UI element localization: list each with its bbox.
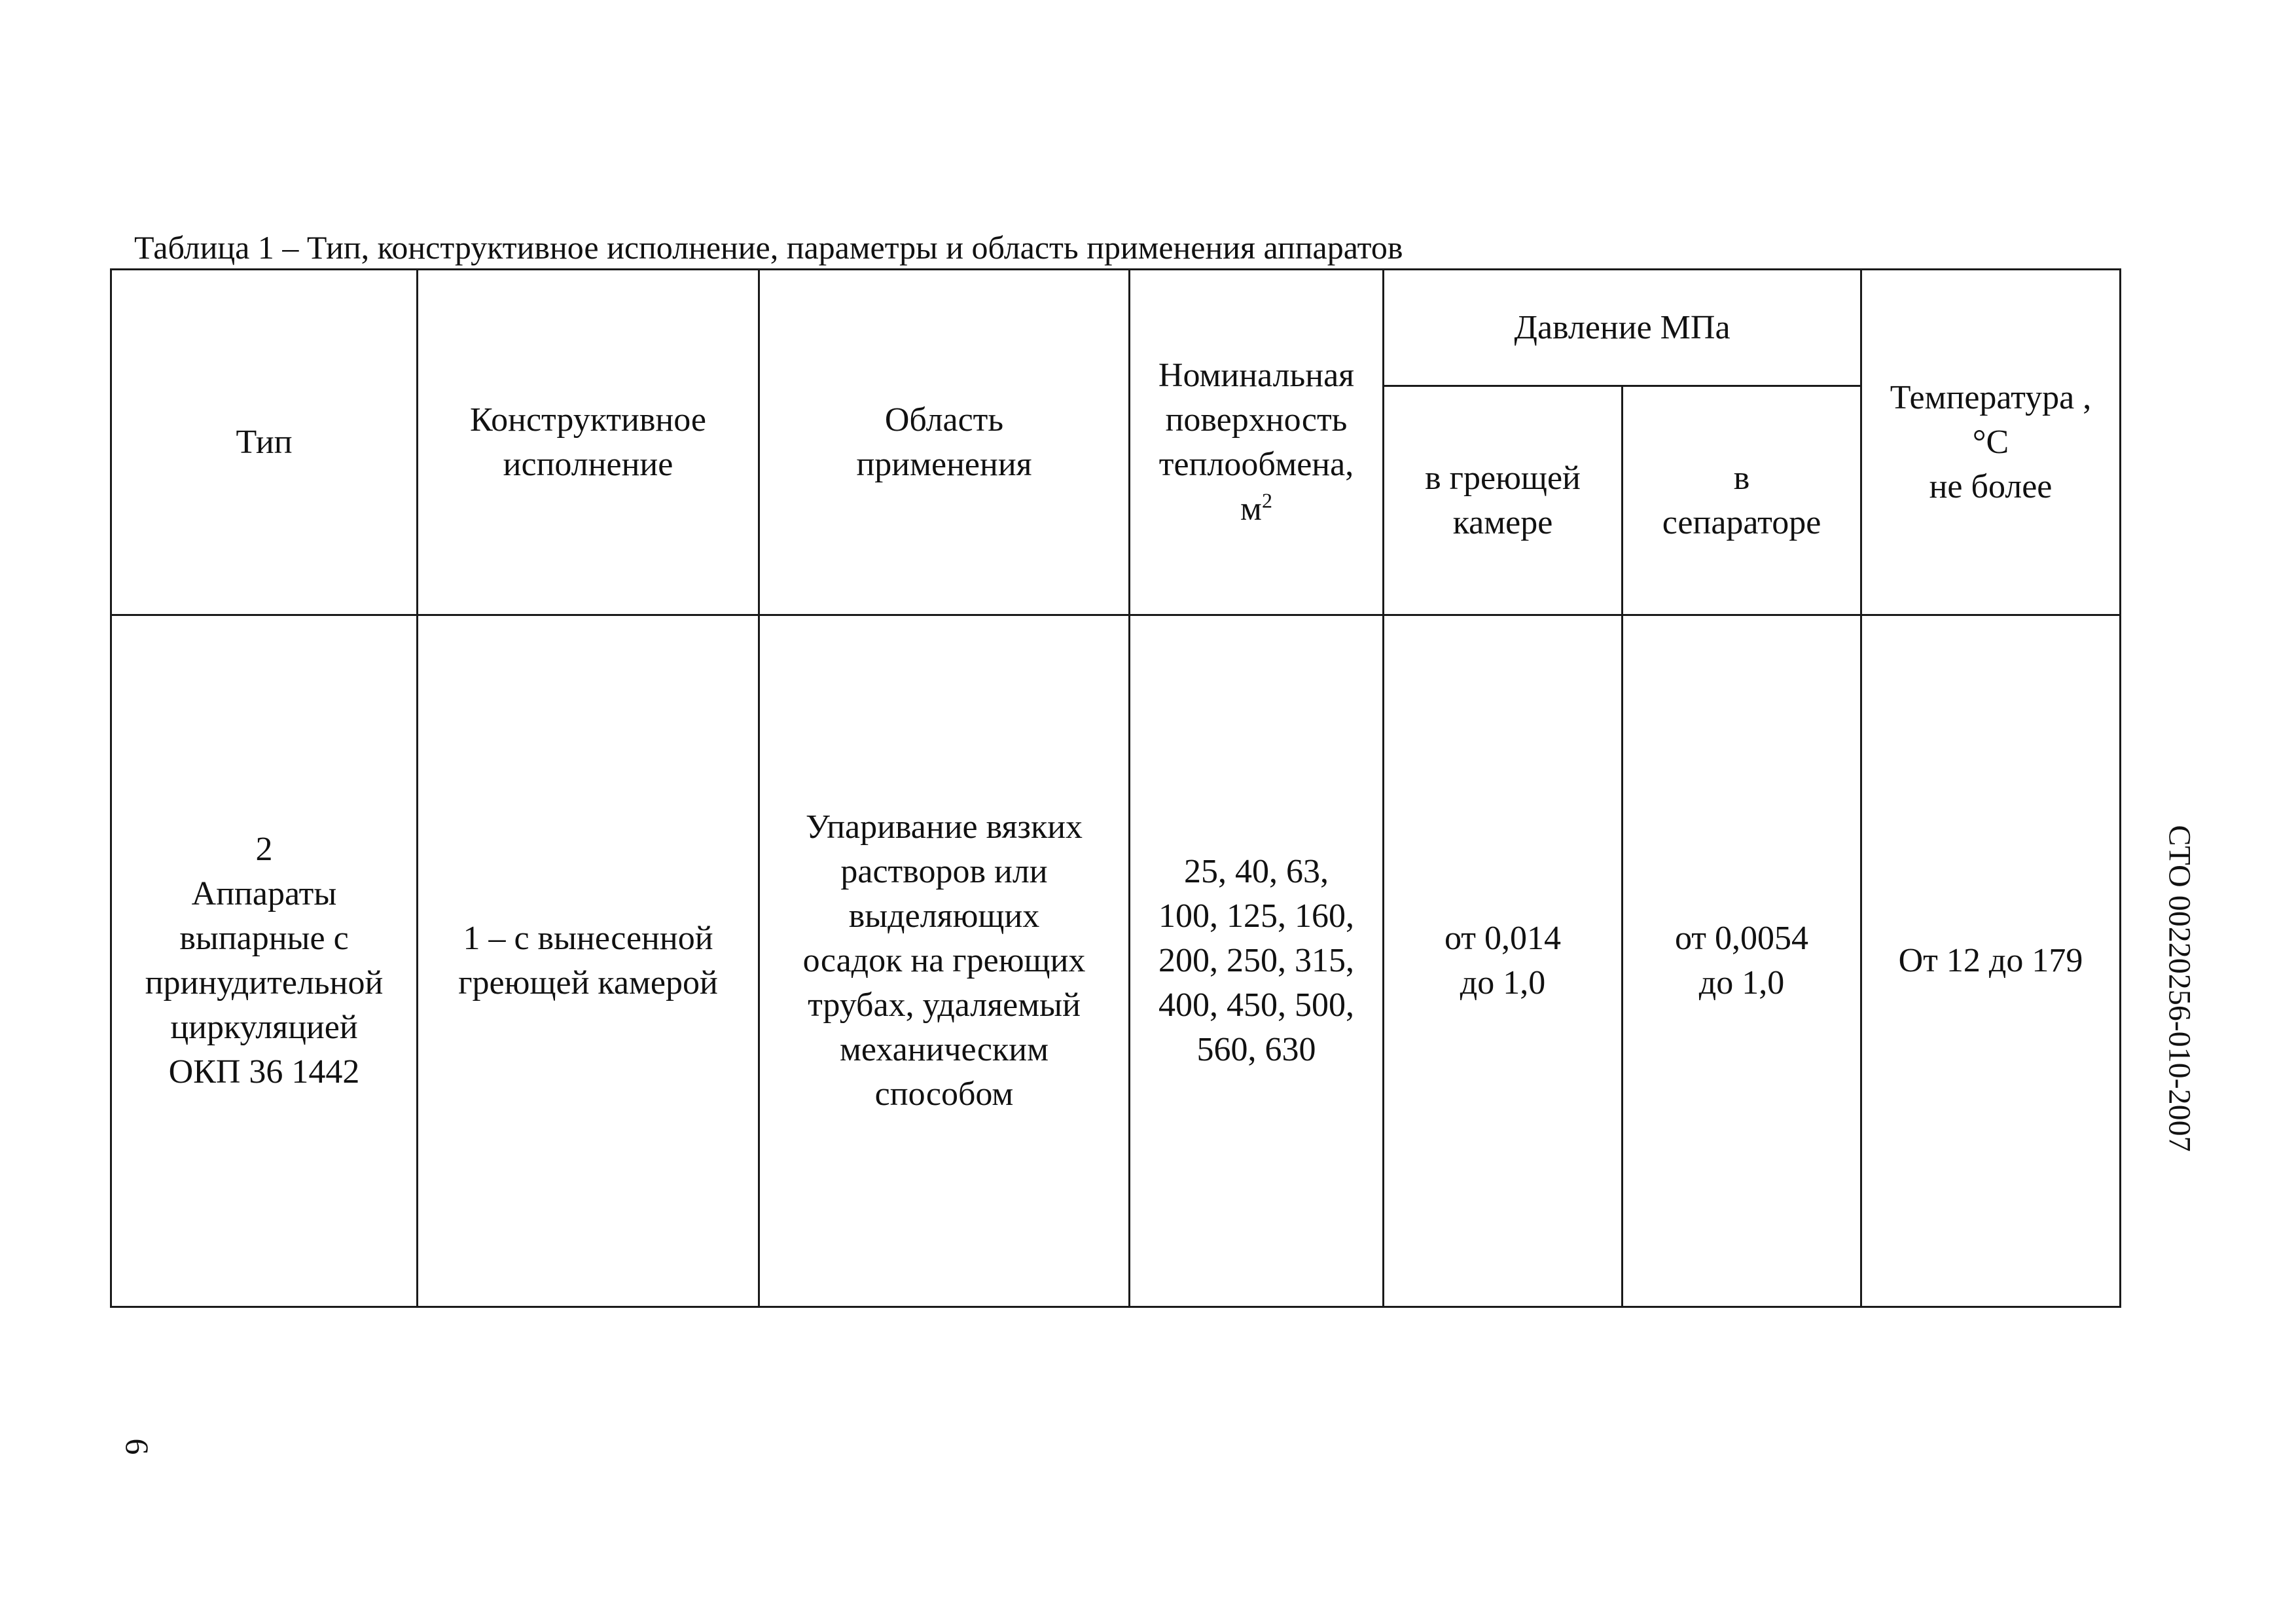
- cell-surface: 25, 40, 63, 100, 125, 160, 200, 250, 315, 400, 450, 500, 560, 630: [1130, 615, 1384, 1307]
- header-surface: [1130, 270, 1384, 615]
- cell-pressure-chamber: от 0,014 до 1,0: [1384, 615, 1623, 1307]
- header-design: Конструктивное исполнение: [418, 270, 759, 615]
- header-surface-text: Номинальная поверхность теплообмена, м: [1158, 356, 1355, 528]
- cell-type: 2 Аппараты выпарные с принудительной циркуляцией ОКП 36 1442: [111, 615, 418, 1307]
- header-type: Тип: [111, 270, 418, 615]
- header-pressure-separator: в сепараторе: [1623, 386, 1861, 615]
- cell-pressure-separator: от 0,0054 до 1,0: [1623, 615, 1861, 1307]
- table-caption: Таблица 1 – Тип, конструктивное исполнение, параметры и область применения аппаратов: [134, 229, 1403, 266]
- cell-design: 1 – с вынесенной греющей камерой: [418, 615, 759, 1307]
- page-number-text: 6: [119, 1438, 156, 1455]
- cell-application: Упаривание вязких растворов или выделяющих осадок на греющих трубах, удаляемый механическим способом: [759, 615, 1130, 1307]
- header-pressure: Давление МПа: [1384, 270, 1861, 386]
- header-pressure-chamber: в греющей камере: [1384, 386, 1623, 615]
- header-row-top: [111, 270, 2121, 386]
- header-temperature: Температура , °С не более: [1861, 270, 2121, 615]
- table-row: [111, 615, 2121, 1307]
- cell-temperature: От 12 до 179: [1861, 615, 2121, 1307]
- document-code: [2140, 825, 2219, 1152]
- apparatus-table: [110, 268, 2121, 1308]
- document-code-text: СТО 00220256-010-2007: [2162, 825, 2197, 1152]
- header-application: Область применения: [759, 270, 1130, 615]
- header-surface-sup: 2: [1261, 488, 1272, 513]
- page-number: [118, 1427, 157, 1466]
